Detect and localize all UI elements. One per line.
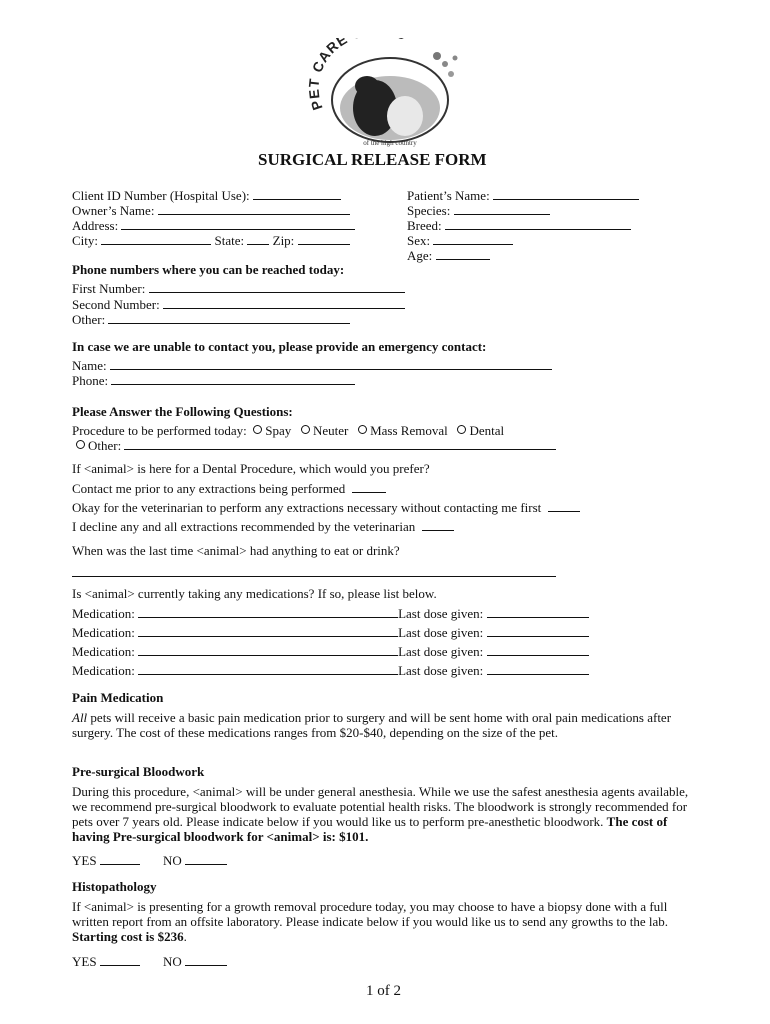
procedure-row [72, 423, 504, 439]
form-title: SURGICAL RELEASE FORM [258, 150, 487, 169]
address-label: Address: [72, 218, 119, 233]
svg-text:PET CARE CLINIC: PET CARE [305, 38, 351, 113]
page-number: 1 of 2 [366, 983, 401, 999]
other-number-label: Other: [72, 312, 106, 327]
other-procedure-label: Other: [88, 438, 122, 453]
species-label: Species: [407, 203, 451, 218]
other-procedure-field[interactable] [76, 438, 556, 454]
first-number-label: First Number: [72, 281, 146, 296]
mass-removal-option[interactable]: Mass Removal [358, 423, 448, 438]
second-number-field[interactable] [72, 297, 405, 313]
last-eat-question: When was the last time <animal> had anything to eat or drink? [72, 543, 400, 558]
pain-paragraph: All pets will receive a basic pain medication prior to surgery and will be sent home with oral pain medications after surgery. The cost of these medications ranges from $20-$40, depending on the size of the pet. [72, 710, 672, 740]
address-field[interactable] [72, 218, 355, 234]
city-state-zip-field[interactable] [72, 233, 350, 249]
breed-label: Breed: [407, 218, 442, 233]
bloodwork-yes-field[interactable]: YES [72, 853, 140, 869]
clinic-logo [305, 38, 475, 148]
state-label: State: [214, 233, 245, 248]
dental-option-decline[interactable]: I decline any and all extractions recommended by the veterinarian [72, 519, 454, 535]
questions-heading: Please Answer the Following Questions: [72, 404, 293, 419]
histo-heading: Histopathology [72, 879, 157, 894]
dental-option-okay[interactable]: Okay for the veterinarian to perform any extractions necessary without contacting me first [72, 500, 580, 516]
radio-icon [301, 425, 310, 434]
histo-paragraph: If <animal> is presenting for a growth removal procedure today, you may choose to have a biopsy done with a full written report from an offsite laboratory. Please indicate below if you would like us to send any growths to the lab. Starting cost is $236. [72, 899, 669, 944]
owner-name-label: Owner’s Name: [72, 203, 155, 218]
dental-question: If <animal> is here for a Dental Procedure, which would you prefer? [72, 461, 430, 476]
species-field[interactable] [407, 203, 550, 219]
emergency-name-label: Name: [72, 358, 107, 373]
emergency-name-field[interactable] [72, 358, 552, 374]
patient-name-field[interactable] [407, 188, 639, 204]
medication-row[interactable]: Medication: Last dose given: [72, 663, 589, 679]
radio-icon [253, 425, 262, 434]
bloodwork-paragraph: During this procedure, <animal> will be under general anesthesia. While we use the safest anesthesia agents available, we recommend pre-surgical bloodwork to evaluate potential health risks. The bloodwork is strongly recommended for pets over 7 years old. Please indicate below if you would like us to perform pre-anesthetic bloodwork. The cost of having Pre-surgical bloodwork for <animal> is: $101. [72, 784, 689, 844]
emergency-phone-field[interactable] [72, 373, 355, 389]
histo-no-field[interactable]: NO [163, 954, 227, 970]
emergency-phone-label: Phone: [72, 373, 109, 388]
medication-row[interactable]: Medication: Last dose given: [72, 606, 589, 622]
client-id-field[interactable] [72, 188, 341, 204]
last-eat-field[interactable] [72, 565, 556, 581]
logo-graphic [305, 38, 475, 148]
bloodwork-no-field[interactable]: NO [163, 853, 227, 869]
emergency-heading: In case we are unable to contact you, please provide an emergency contact: [72, 339, 487, 354]
medication-row[interactable]: Medication: Last dose given: [72, 644, 589, 660]
neuter-option[interactable]: Neuter [301, 423, 348, 438]
radio-icon [358, 425, 367, 434]
medications-question: Is <animal> currently taking any medications? If so, please list below. [72, 586, 437, 601]
other-number-field[interactable] [72, 312, 350, 328]
breed-field[interactable] [407, 218, 631, 234]
pain-heading: Pain Medication [72, 690, 164, 705]
phone-heading: Phone numbers where you can be reached today: [72, 262, 345, 277]
bloodwork-heading: Pre-surgical Bloodwork [72, 764, 205, 779]
city-label: City: [72, 233, 99, 248]
medication-row[interactable]: Medication: Last dose given: [72, 625, 589, 641]
dental-option-contact[interactable]: Contact me prior to any extractions being performed [72, 481, 386, 497]
second-number-label: Second Number: [72, 297, 160, 312]
sex-label: Sex: [407, 233, 431, 248]
age-field[interactable] [407, 248, 490, 264]
procedure-label: Procedure to be performed today: [72, 423, 247, 438]
spay-option[interactable]: Spay [253, 423, 291, 438]
patient-name-label: Patient’s Name: [407, 188, 490, 203]
first-number-field[interactable] [72, 281, 405, 297]
age-label: Age: [407, 248, 433, 263]
histo-yes-field[interactable]: YES [72, 954, 140, 970]
client-id-label: Client ID Number (Hospital Use): [72, 188, 250, 203]
owner-name-field[interactable] [72, 203, 350, 219]
svg-text:of the high country: of the high country [363, 139, 417, 147]
sex-field[interactable] [407, 233, 513, 249]
radio-icon [457, 425, 466, 434]
dental-option[interactable]: Dental [457, 423, 504, 438]
zip-label: Zip: [272, 233, 295, 248]
radio-icon [76, 440, 85, 449]
